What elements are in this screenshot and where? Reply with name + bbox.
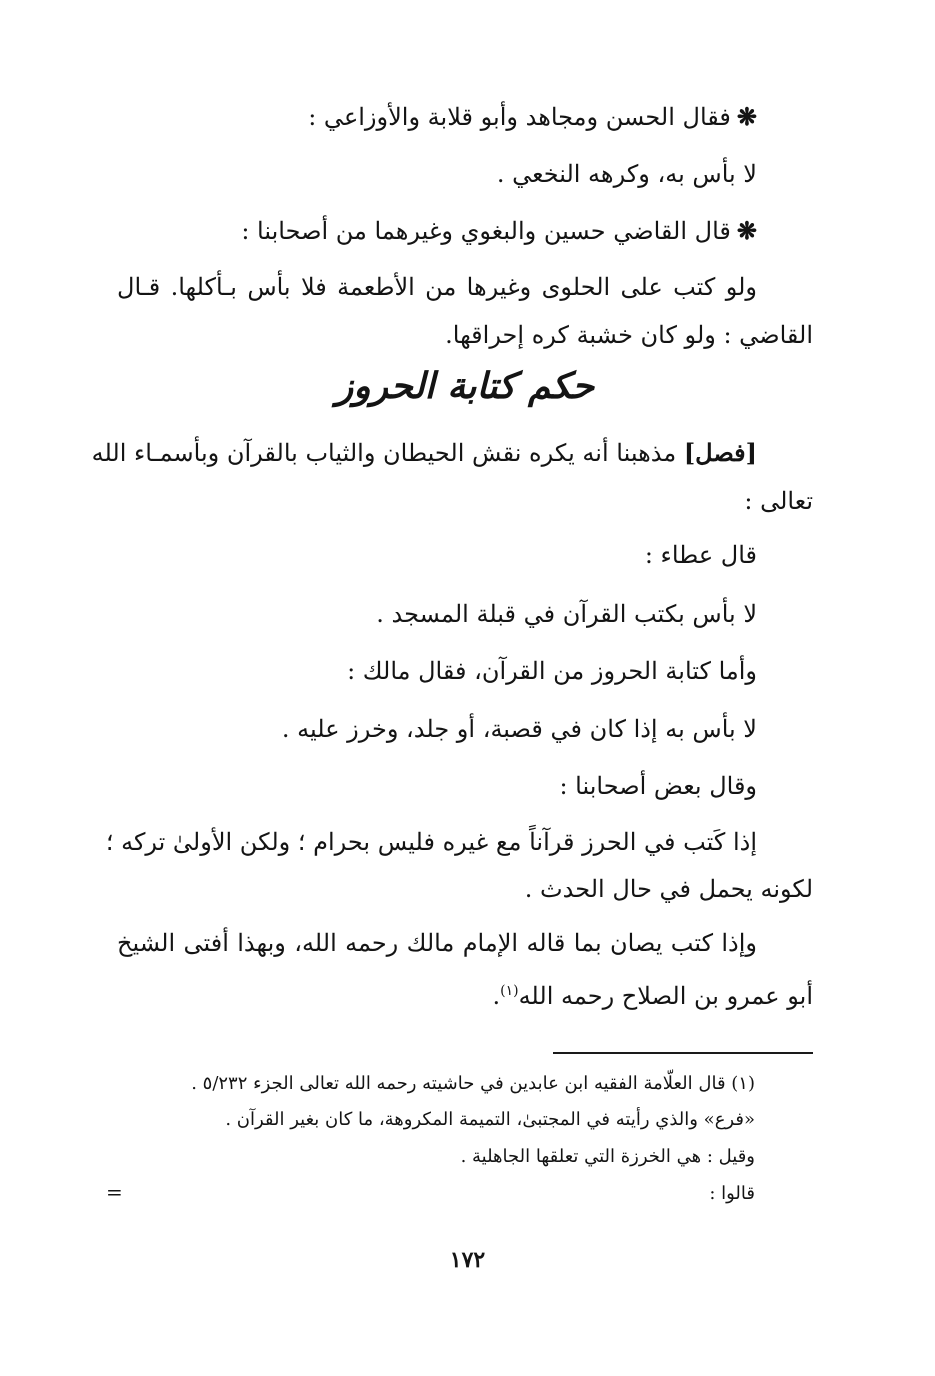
footnote-line-3: وقيل : هي الخرزة التي تعلقها الجاهلية . [460,1146,755,1167]
asterisk-icon: ❋ [736,216,757,245]
body-line-16-text: أبو عمرو بن الصلاح رحمه الله [518,982,813,1010]
body-line-1 [117,100,757,134]
body-line-2: لا بأس به، وكرهه النخعي . [496,160,757,188]
body-line-11: لا بأس به إذا كان في قصبة، أو جلد، وخرز عليه . [281,715,757,743]
body-line-7: تعالى : [744,487,813,515]
footnote-reference: (١) [500,983,519,999]
footnote-separator [553,1052,813,1054]
body-line-3 [117,214,757,248]
asterisk-icon: ❋ [736,102,757,131]
body-line-8: قال عطاء : [644,541,757,569]
body-line-3-text: قال القاضي حسين والبغوي وغيرهما من أصحابنا : [241,217,731,245]
body-line-10: وأما كتابة الحروز من القرآن، فقال مالك : [347,657,757,685]
body-line-14: لكونه يحمل في حال الحدث . [524,875,813,903]
footnote-line-1: (١) قال العلّامة الفقيه ابن عابدين في حاشيته رحمه الله تعالى الجزء ٥/٢٣٢ . [191,1073,755,1094]
body-line-4: ولو كتب على الحلوى وغيرها من الأطعمة فلا بأس بـأكلها. قـال [117,273,757,301]
section-label: [فصل] [683,438,757,467]
body-line-1-text: فقال الحسن ومجاهد وأبو قلابة والأوزاعي : [308,103,731,131]
body-line-16-end: . [492,982,501,1010]
page-number: ١٧٢ [449,1247,486,1273]
body-line-5: القاضي : ولو كان خشبة كره إحراقها. [445,321,813,349]
section-heading: حكم كتابة الحروز [335,365,595,407]
footnote-line-4: قالوا : [709,1183,755,1204]
body-line-15: وإذا كتب يصان بما قاله الإمام مالك رحمه الله، وبهذا أفتى الشيخ [117,929,757,957]
body-line-6-text: مذهبنا أنه يكره نقش الحيطان والثياب بالقرآن وبأسمـاء الله [91,439,677,467]
body-line-12: وقال بعض أصحابنا : [559,772,757,800]
body-line-6 [91,436,757,470]
footnote-line-2: «فرع» والذي رأيته في المجتبىٰ، التميمة المكروهة، ما كان بغير القرآن . [225,1109,755,1130]
body-line-9: لا بأس بكتب القرآن في قبلة المسجد . [376,600,757,628]
continuation-mark: = [106,1180,123,1204]
body-line-16 [173,974,813,1013]
body-line-13: إذا كَتب في الحرز قرآناً مع غيره فليس بحرام ؛ ولكن الأولىٰ تركه ؛ [105,828,757,856]
